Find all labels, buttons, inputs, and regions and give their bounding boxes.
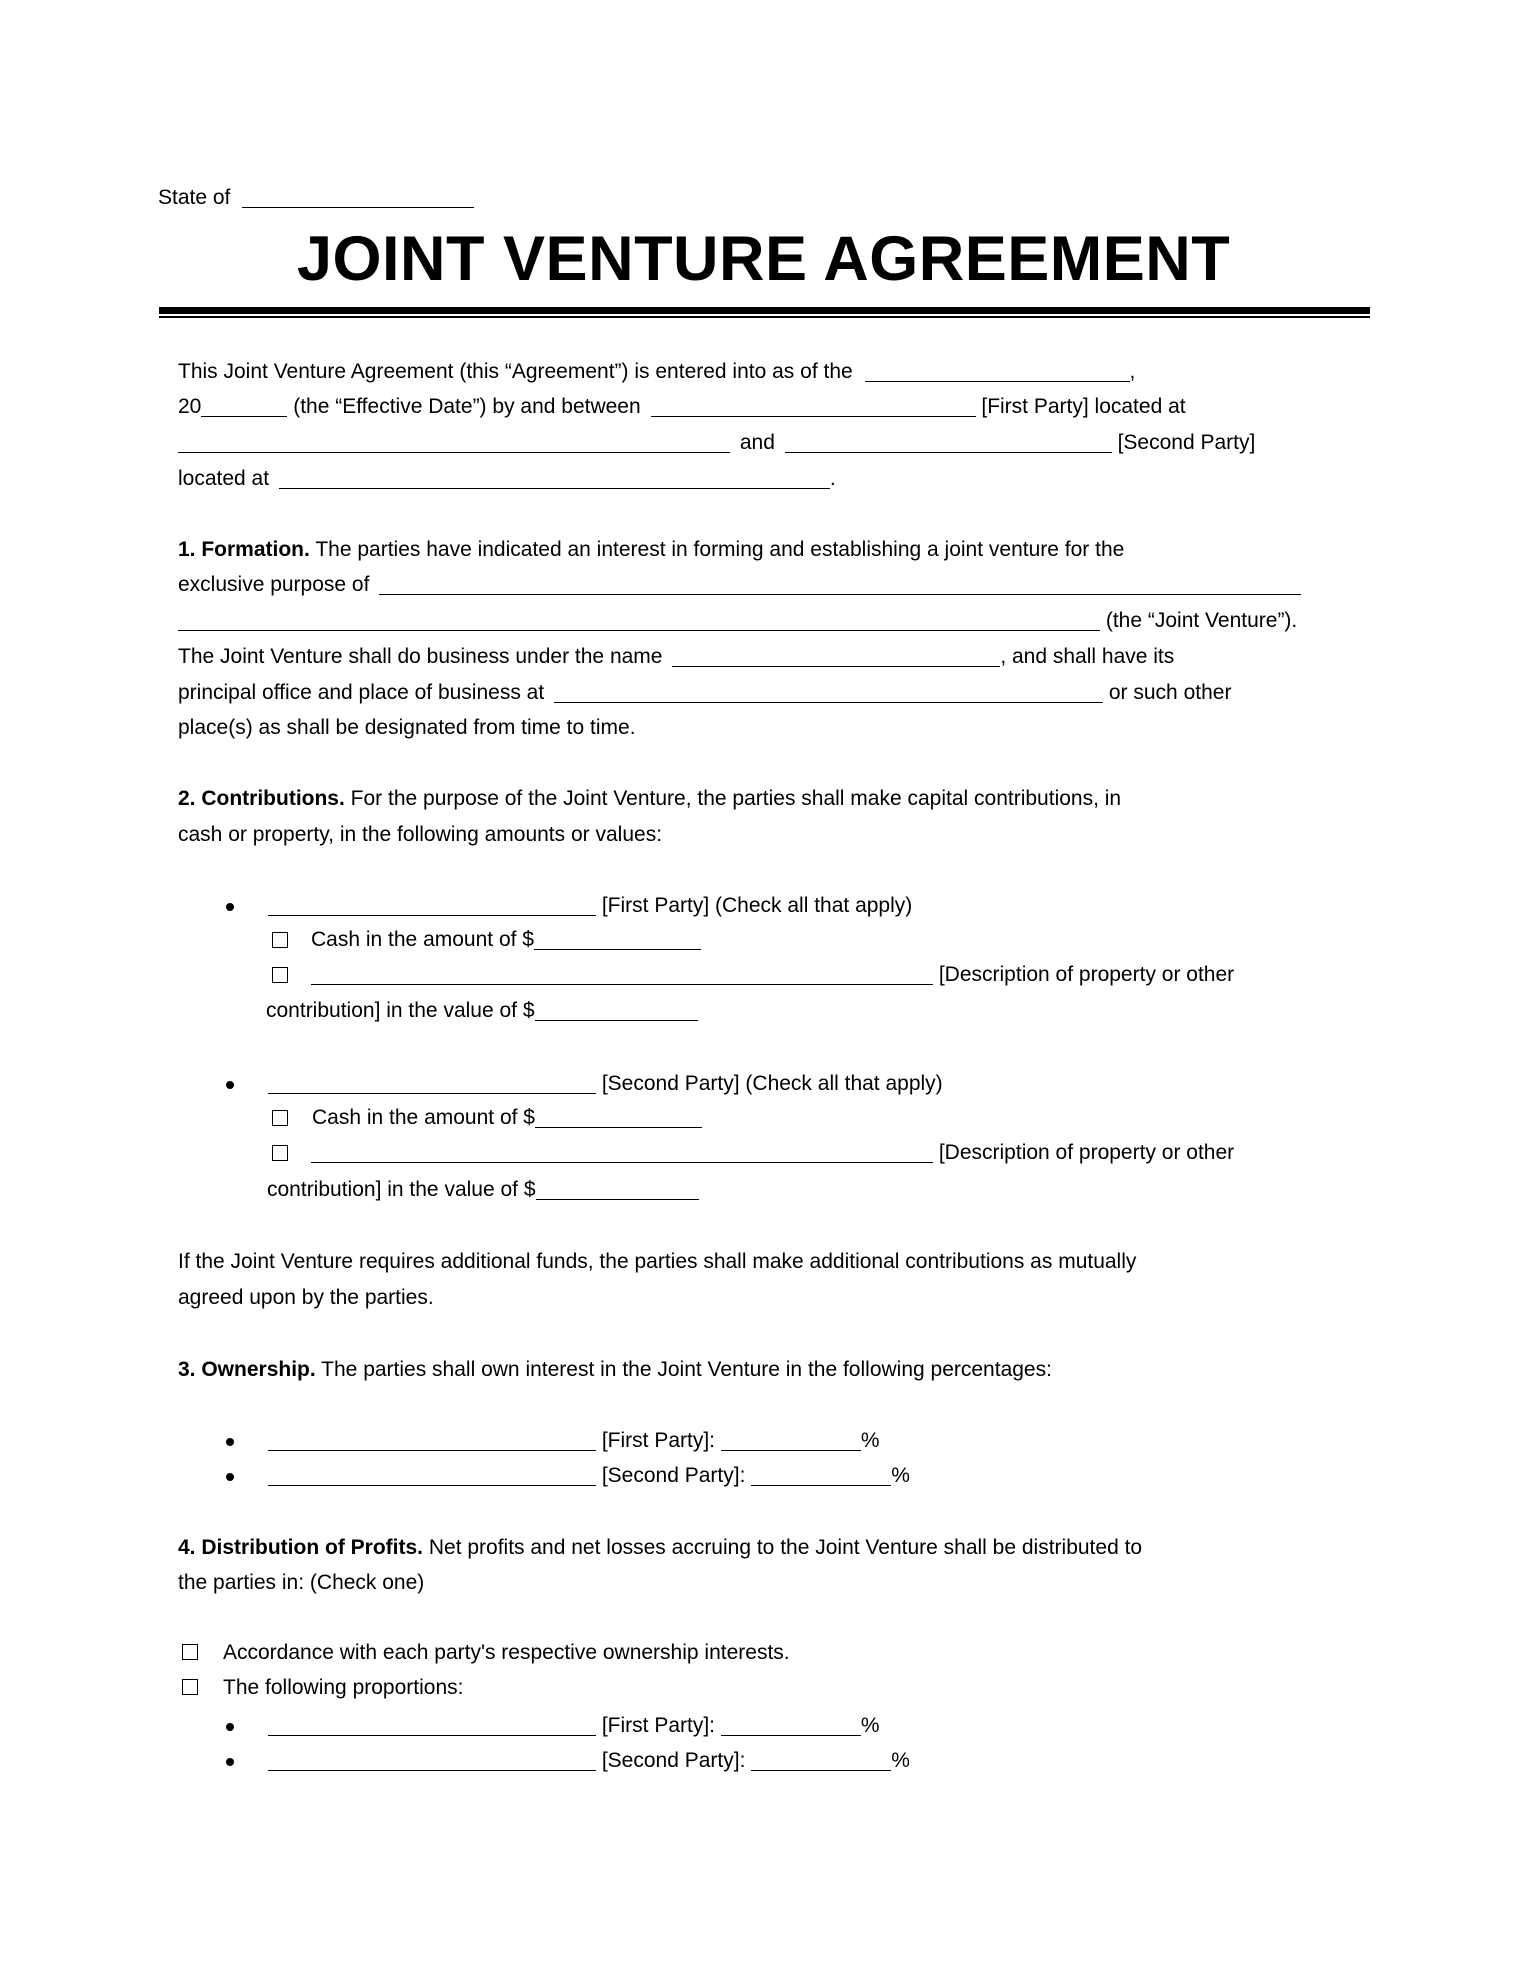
ownership-item-2 (268, 1464, 910, 1488)
formation-line-3 (178, 609, 1297, 633)
principal-office-field[interactable] (554, 682, 1103, 703)
state-line (158, 186, 474, 210)
formation-text: principal office and place of business at (178, 681, 545, 704)
party-label: [Second Party] (Check all that apply) (601, 1072, 943, 1095)
percent-sign: % (860, 1429, 880, 1452)
second-party-name-field[interactable] (785, 432, 1112, 453)
first-party-address-field[interactable] (178, 432, 730, 453)
bullet-icon (226, 1723, 234, 1731)
distribution-second-party-percent-field[interactable] (751, 1750, 891, 1771)
description-label: [Description of property or other (938, 963, 1235, 986)
contributions-line-1 (178, 787, 1121, 811)
cash-line-2 (312, 1106, 702, 1130)
party-label: [First Party] (Check all that apply) (601, 894, 913, 917)
state-field[interactable] (242, 187, 474, 208)
distribution-option-1: Accordance with each party's respective ownership interests. (223, 1641, 790, 1664)
bullet-icon (226, 1081, 234, 1089)
contributions-heading: 2. Contributions. (178, 787, 345, 810)
cash-checkbox-2[interactable] (272, 1110, 288, 1126)
party-label: [First Party]: (601, 1429, 716, 1452)
distribution-item-1 (268, 1714, 880, 1738)
formation-line-4 (178, 645, 1174, 669)
intro-text: located at (178, 467, 270, 490)
effective-day-field[interactable] (865, 361, 1130, 382)
bullet-icon (226, 903, 234, 911)
ownership-second-party-name-field[interactable] (268, 1465, 596, 1486)
party-label: [Second Party]: (601, 1749, 746, 1772)
percent-sign: % (891, 1749, 910, 1772)
property-description-field-1[interactable] (311, 964, 933, 985)
intro-text: [First Party] located at (981, 395, 1186, 418)
ownership-first-party-name-field[interactable] (268, 1430, 596, 1451)
ownership-text: The parties shall own interest in the Joint Venture in the following percentages: (321, 1358, 1052, 1381)
intro-line-3 (178, 431, 1255, 455)
distribution-second-party-name-field[interactable] (268, 1750, 596, 1771)
distribution-text: Net profits and net losses accruing to the Joint Venture shall be distributed to (428, 1536, 1143, 1559)
cash-amount-field-1[interactable] (534, 929, 701, 950)
cash-checkbox-1[interactable] (272, 932, 288, 948)
property-checkbox-2[interactable] (272, 1145, 288, 1161)
year-prefix: 20 (178, 395, 202, 418)
percent-sign: % (891, 1464, 910, 1487)
value-label: contribution] in the value of $ (267, 1178, 536, 1201)
property-checkbox-1[interactable] (272, 967, 288, 983)
party-label: [First Party]: (601, 1714, 716, 1737)
property-line-1 (311, 963, 1234, 987)
purpose-field-2[interactable] (178, 610, 1100, 631)
purpose-field-1[interactable] (379, 574, 1301, 595)
intro-text: [Second Party] (1117, 431, 1256, 454)
formation-text: The Joint Venture shall do business under the name (178, 645, 663, 668)
formation-line-2 (178, 573, 1301, 597)
ownership-first-party-percent-field[interactable] (721, 1430, 861, 1451)
formation-line-5 (178, 681, 1231, 705)
formation-heading: 1. Formation. (178, 538, 310, 561)
formation-line-1 (178, 538, 1124, 562)
intro-line-4 (178, 467, 836, 491)
value-label: contribution] in the value of $ (266, 999, 535, 1022)
cash-amount-field-2[interactable] (535, 1107, 702, 1128)
distribution-item-2 (268, 1749, 910, 1773)
formation-text: exclusive purpose of (178, 573, 370, 596)
value-line-1 (266, 999, 698, 1023)
title-rule-thin (159, 316, 1370, 318)
distribution-first-party-percent-field[interactable] (721, 1715, 861, 1736)
second-party-contributor-field[interactable] (268, 1073, 596, 1094)
distribution-line-1 (178, 1536, 1142, 1560)
formation-text: or such other (1108, 681, 1232, 704)
proportions-checkbox[interactable] (182, 1679, 198, 1695)
property-description-field-2[interactable] (311, 1142, 933, 1163)
intro-text: and (739, 431, 775, 454)
ownership-heading: 3. Ownership. (178, 1358, 316, 1381)
formation-text: The parties have indicated an interest in forming and establishing a joint venture for the (315, 538, 1125, 561)
formation-text: (the “Joint Venture”). (1105, 609, 1298, 632)
distribution-first-party-name-field[interactable] (268, 1715, 596, 1736)
intro-comma: , (1129, 360, 1136, 383)
contribution-party-1 (268, 894, 912, 918)
property-value-field-1[interactable] (535, 1000, 698, 1021)
bullet-icon (226, 1758, 234, 1766)
cash-label: Cash in the amount of $ (311, 928, 534, 951)
property-value-field-2[interactable] (536, 1179, 699, 1200)
value-line-2 (267, 1178, 699, 1202)
bullet-icon (226, 1438, 234, 1446)
document-title: JOINT VENTURE AGREEMENT (297, 224, 1231, 294)
contributions-text: For the purpose of the Joint Venture, the parties shall make capital contributions, in (350, 787, 1122, 810)
intro-line-1 (178, 360, 1135, 384)
intro-text: This Joint Venture Agreement (this “Agreement”) is entered into as of the (178, 360, 853, 383)
formation-line-6: place(s) as shall be designated from time to time. (178, 716, 636, 739)
percent-sign: % (860, 1714, 880, 1737)
cash-line-1 (311, 928, 701, 952)
contributions-line-2: cash or property, in the following amounts or values: (178, 823, 663, 846)
party-label: [Second Party]: (601, 1464, 746, 1487)
ownership-line-1 (178, 1358, 1052, 1382)
first-party-contributor-field[interactable] (268, 895, 596, 916)
intro-period: . (829, 467, 836, 490)
ownership-second-party-percent-field[interactable] (751, 1465, 891, 1486)
intro-text: (the “Effective Date”) by and between (293, 395, 641, 418)
contribution-party-2 (268, 1072, 943, 1096)
state-label: State of (158, 186, 231, 209)
additional-funds-line-1: If the Joint Venture requires additional funds, the parties shall make additional contributions as mutually (178, 1250, 1137, 1273)
effective-year-field[interactable] (201, 396, 287, 417)
title-rule-thick (159, 307, 1370, 314)
description-label: [Description of property or other (938, 1141, 1235, 1164)
property-line-2 (311, 1141, 1234, 1165)
bullet-icon (226, 1473, 234, 1481)
second-party-address-field[interactable] (279, 468, 830, 489)
ownership-item-1 (268, 1429, 880, 1453)
distribution-heading: 4. Distribution of Profits. (178, 1536, 423, 1559)
formation-text: , and shall have its (1000, 645, 1175, 668)
distribution-line-2: the parties in: (Check one) (178, 1571, 425, 1594)
first-party-name-field[interactable] (651, 396, 976, 417)
business-name-field[interactable] (672, 646, 1000, 667)
intro-line-2 (178, 395, 1186, 419)
ownership-accordance-checkbox[interactable] (182, 1644, 198, 1660)
cash-label: Cash in the amount of $ (312, 1106, 535, 1129)
distribution-option-2: The following proportions: (223, 1676, 464, 1699)
additional-funds-line-2: agreed upon by the parties. (178, 1286, 434, 1309)
